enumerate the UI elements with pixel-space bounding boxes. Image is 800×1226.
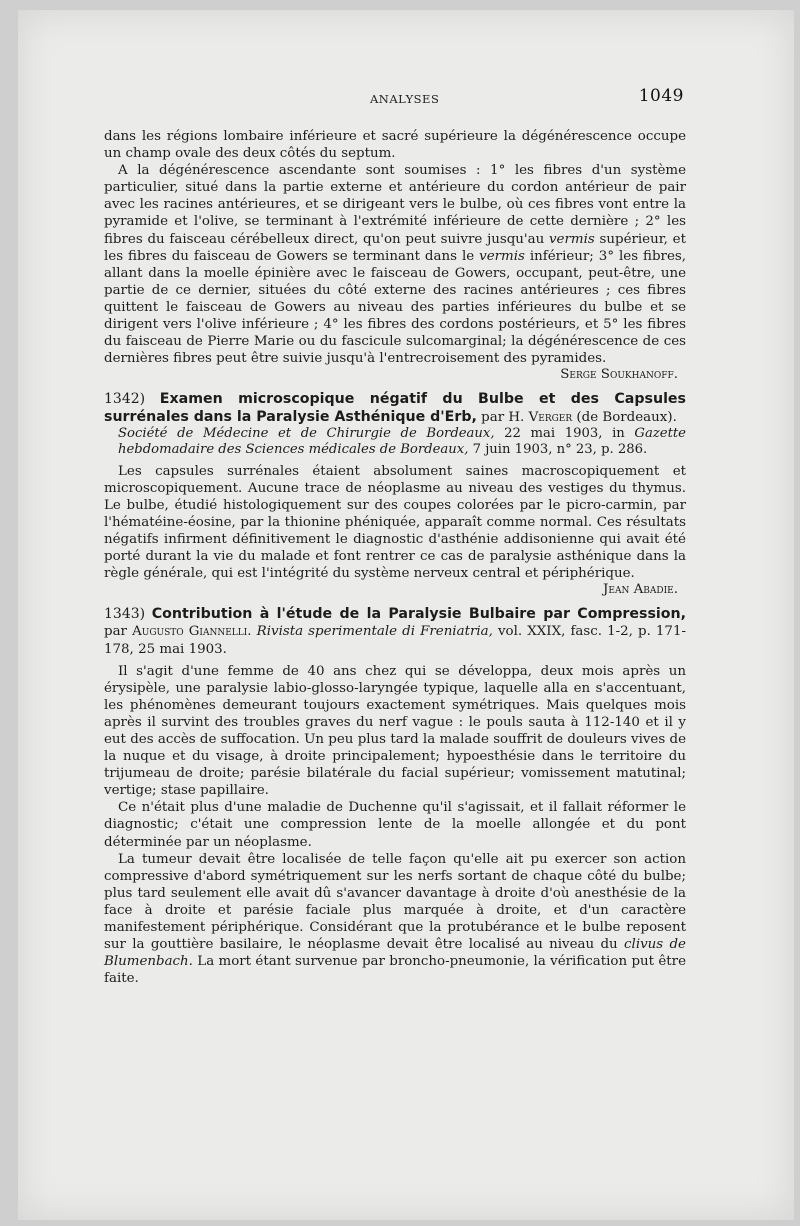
entry-1343-paragraph-1: Il s'agit d'une femme de 40 ans chez qui se développa, deux mois après un érysipèle, une paralysie labio-glosso-laryngée typique, laquelle alla en s'accentuant, les phénomènes demeurant toujours exactement symétriques. Mais quelques mois après il survint des troubles graves du nerf vague : le pouls sauta à 112-140 et il y eut des accès de suffocation. Un peu plus tard la malade souffrit de douleurs vives de la nuque et du visage, à droite principalement; hypoesthésie dans le territoire du trijumeau de droite; parésie bilatérale du facial supérieur; vomissement matutinal; vertige; stase papillaire. [104, 663, 686, 799]
running-title: ANALYSES [370, 92, 440, 106]
intro-text-a: A la dégénérescence ascendante sont soumises : 1° les fibres d'un système particulier, situé dans la partie externe et antérieure du cordon antérieur de pair avec les racines antérieures, et se dirigeant vers le bulbe, où ces fibres vont entre la pyramide et l'olive, se terminant à l'extrémité inférieure de cette dernière ; 2° les fibres du faisceau cérébelleux direct, qu'on peut suivre jusqu'au [104, 163, 686, 247]
entry-1343-number: 1343) [104, 606, 146, 623]
intro-paragraph-2 [104, 162, 686, 367]
entry-1342-body: Les capsules surrénales étaient absolument saines macroscopiquement et microscopiquement. Aucune trace de néoplasme au niveau des vestiges du thymus. Le bulbe, étudié histologiquement sur des coupes colorées par le picro-carmin, par l'hématéine-éosine, par la thionine phéniquée, apparaît comme normal. Ces résultats négatifs infirment définitivement le diagnostic d'asthénie addisonienne qui avait été porté durant la vie du malade et font rentrer ce cas de paralysie asthénique dans la règle générale, qui est l'intégrité du système nerveux central et périphérique. [104, 463, 686, 582]
entry-1342-by: par H. [481, 409, 525, 425]
entry-1342-heading [104, 391, 686, 425]
signature-abadie: Jean Abadie. [603, 582, 678, 598]
entry-1343-source-journal: Rivista sperimentale di Freniatria, [256, 624, 493, 640]
entry-1342-source-issue: 7 juin 1903, n° 23, p. 286. [472, 441, 648, 457]
entry-1343-title: Contribution à l'étude de la Paralysie Bulbaire par Compression, [151, 606, 686, 623]
entry-1342-source-journal: Gazette hebdomadaire des Sciences médicales de Bordeaux, [118, 425, 686, 457]
entry-1343-by: par [104, 624, 127, 640]
entry-1342-author-place: (de Bordeaux). [576, 409, 677, 425]
entry-1343-paragraph-3 [104, 851, 686, 988]
entry-1342-title: Examen microscopique négatif du Bulbe et des Capsules surrénales dans la Paralysie Asthénique d'Erb, [104, 391, 686, 425]
entry-1342-source [104, 426, 686, 458]
vermis-term-2: vermis [479, 248, 525, 264]
entry-1343-source-issue: vol. XXIX, fasc. 1-2, p. 171-178, 25 mai 1903. [104, 624, 686, 657]
entry-1343-p3-text-a: La tumeur devait être localisée de telle façon qu'elle ait pu exercer son action compressive d'abord symétriquement sur les nerfs sortant de chaque côté du bulbe; plus tard seulement elle avait dû s'avancer davantage à droite d'où anesthésie de la face à droite et parésie faciale plus marquée à droite, et d'un caractère manifestement périphérique. Considérant que la protubérance et le bulbe reposent sur la gouttière basilaire, le néoplasme devait être localisé au niveau du [104, 851, 686, 953]
vermis-term: vermis [548, 231, 595, 247]
entry-1342-source-society: Société de Médecine et de Chirurgie de Bordeaux, [118, 425, 495, 441]
intro-text-c: inférieur; 3° les fibres, allant dans la moelle épinière avec le faisceau de Gowers, occupant, peut-être, une partie de ce dernier, situées du côté externe des racines antérieures ; ces fibres quittent le faisceau de Gowers au niveau des parties inférieures du bulbe et se dirigent vers l'olive inférieure ; 4° les fibres des cordons postérieurs, et 5° les fibres du faisceau de Pierre Marie ou du fascicule sulcomarginal; la dégénérescence de ces dernières fibres peut être suivie jusqu'à l'entrecroisement des pyramides. [104, 248, 687, 367]
entry-1343-paragraph-2: Ce n'était plus d'une maladie de Duchenne qu'il s'agissait, et il fallait réformer le diagnostic; c'était une compression lente de la moelle allongée et du pont déterminée par un néoplasme. [104, 800, 686, 850]
page-content [104, 128, 686, 987]
clivus-term: clivus de Blumenbach. [104, 937, 686, 970]
intro-text-b: supérieur, et les fibres du faisceau de Gowers se terminant dans le [104, 231, 686, 264]
page-number: 1049 [638, 86, 684, 106]
entry-1343-author: Augusto Giannelli. [132, 624, 252, 640]
signature-soukhanoff: Serge Soukhanoff. [560, 367, 678, 383]
entry-1342-author: Verger [528, 409, 573, 425]
entry-1343-p3-text-b: La mort étant survenue par broncho-pneumonie, la vérification put être faite. [104, 954, 686, 987]
entry-1342-number: 1342) [104, 391, 146, 408]
entry-1342-source-date: 22 mai 1903, in [504, 425, 625, 441]
document-page [18, 10, 794, 1220]
entry-1343-heading [104, 606, 686, 657]
intro-paragraph-1: dans les régions lombaire inférieure et sacré supérieure la dégénérescence occupe un champ ovale des deux côtés du septum. [104, 129, 686, 162]
